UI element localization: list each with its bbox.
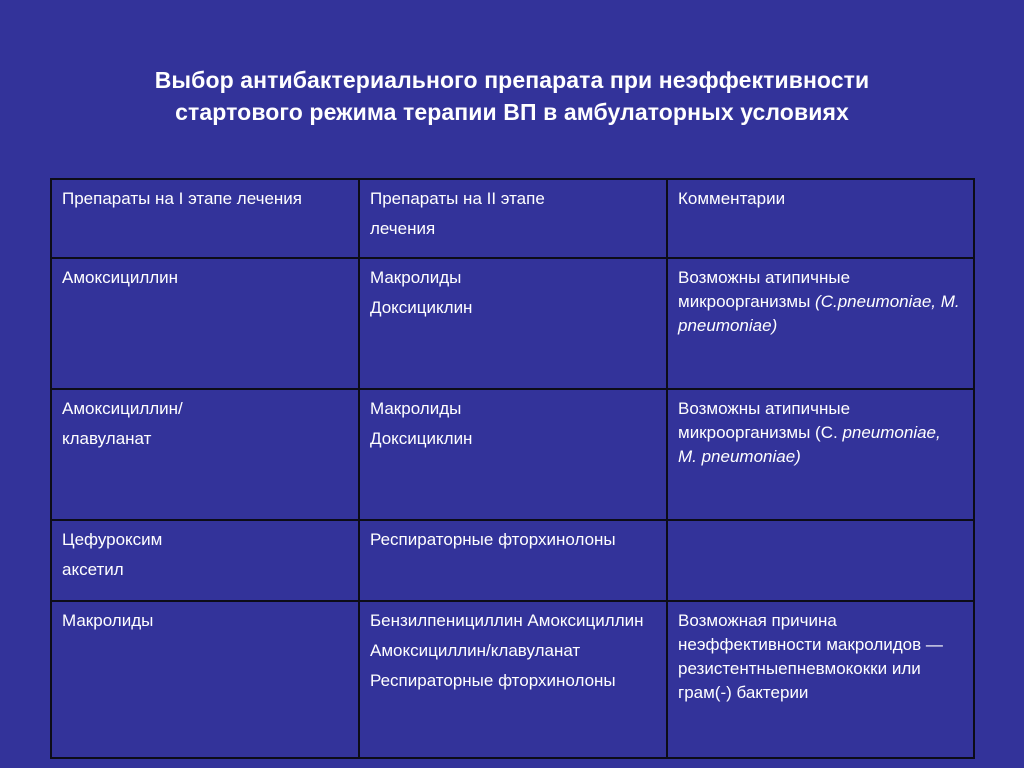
stage-2-drug: Респираторные фторхинолоны <box>370 530 616 549</box>
header-stage-1-label: Препараты на I этапе лечения <box>62 189 303 208</box>
stage-1-drug-cell <box>51 389 359 520</box>
slide-title-line-1: Выбор антибактериального препарата при неэффективности <box>154 67 870 93</box>
stage-2-drug-cell <box>359 258 667 389</box>
table-row <box>51 601 974 758</box>
comment-cell <box>667 601 974 758</box>
stage-2-drug-cell <box>359 520 667 601</box>
header-cell-stage-1 <box>51 179 359 258</box>
comment-text: Возможны атипичные микроорганизмы <box>678 268 851 311</box>
comment-cell <box>667 258 974 389</box>
comment-cell <box>667 389 974 520</box>
header-cell-comments <box>667 179 974 258</box>
stage-2-drug-cell <box>359 601 667 758</box>
slide-title <box>40 64 984 128</box>
comment-pathogens: pneumoniae, M. pneumoniae) <box>678 423 941 466</box>
stage-1-drug: Амоксициллин <box>62 268 179 287</box>
stage-2-drug: Доксициклин <box>370 298 473 317</box>
antibiotic-choice-table <box>50 178 975 759</box>
stage-2-drug: Бензилпенициллин Амоксициллин <box>370 611 644 630</box>
stage-1-drug-cell <box>51 520 359 601</box>
stage-1-drug-cell <box>51 258 359 389</box>
table-row <box>51 389 974 520</box>
stage-2-drug-cell <box>359 389 667 520</box>
header-cell-stage-2 <box>359 179 667 258</box>
stage-1-drug: клавуланат <box>62 429 152 448</box>
stage-2-drug: Респираторные фторхинолоны <box>370 671 616 690</box>
stage-1-drug: Цефуроксим <box>62 530 163 549</box>
comment-cell <box>667 520 974 601</box>
header-stage-2-label-line-2: лечения <box>370 219 436 238</box>
stage-2-drug: Доксициклин <box>370 429 473 448</box>
slide-title-line-2: стартового режима терапии ВП в амбулаторных условиях <box>175 99 849 125</box>
table-row <box>51 258 974 389</box>
stage-1-drug: аксетил <box>62 560 124 579</box>
table-header-row <box>51 179 974 258</box>
header-stage-2-label: Препараты на II этапе <box>370 189 545 208</box>
stage-1-drug: Макролиды <box>62 611 154 630</box>
stage-2-drug: Амоксициллин/клавуланат <box>370 641 581 660</box>
stage-2-drug: Макролиды <box>370 399 462 418</box>
comment-text: Возможны атипичные микроорганизмы (C. <box>678 399 851 442</box>
stage-2-drug: Макролиды <box>370 268 462 287</box>
stage-1-drug-cell <box>51 601 359 758</box>
comment-text: Возможная причина неэффективности макролидов — резистентныепневмококки или грам(-) бактерии <box>678 611 943 702</box>
stage-1-drug: Амоксициллин/ <box>62 399 183 418</box>
header-comments-label: Комментарии <box>678 189 786 208</box>
comment-pathogens: (C.pneumoniae, M. pneumoniae) <box>678 292 960 335</box>
table-row <box>51 520 974 601</box>
